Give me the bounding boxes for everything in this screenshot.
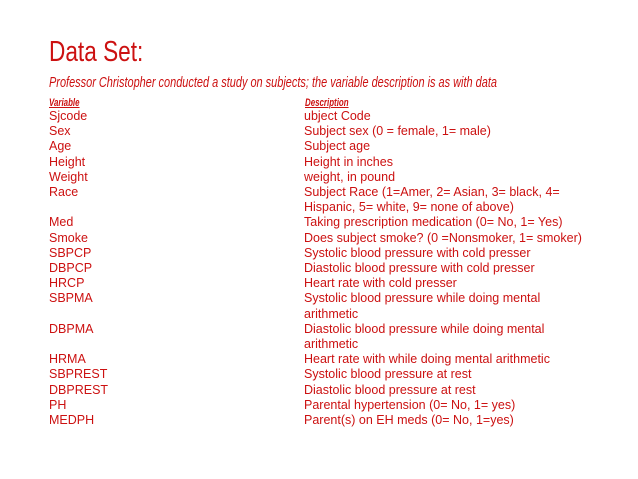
variable-name: PH [49, 397, 67, 412]
variable-description: Parent(s) on EH meds (0= No, 1=yes) [304, 413, 514, 427]
variable-description: Parental hypertension (0= No, 1= yes) [304, 397, 516, 412]
variable-description: Height in inches [304, 154, 393, 169]
variable-name: Smoke [49, 230, 88, 245]
variable-description: Does subject smoke? (0 =Nonsmoker, 1= smoker) [304, 230, 582, 245]
variable-description: weight, in pound [304, 169, 396, 184]
variable-description: Diastolic blood pressure at rest [304, 382, 476, 397]
column-header-variable: Variable [49, 97, 80, 109]
variable-name: HRCP [49, 276, 85, 291]
variable-description: Hispanic, 5= white, 9= none of above) [304, 200, 514, 215]
slide-title: Data Set: [49, 36, 144, 68]
variable-name: Sjcode [49, 109, 88, 123]
slide-subtitle: Professor Christopher conducted a study on subjects; the variable description is as with data [49, 74, 497, 91]
variable-name: SBPCP [49, 245, 92, 260]
variable-name: Height [49, 154, 86, 169]
variable-name: HRMA [49, 352, 86, 367]
variable-name: DBPREST [49, 382, 109, 397]
variable-name: Med [49, 215, 74, 230]
variable-name: SBPREST [49, 367, 108, 382]
variable-description: Heart rate with while doing mental arithmetic [304, 352, 550, 367]
variable-name: Race [49, 185, 79, 199]
variable-name: Age [49, 139, 72, 154]
variable-name: MEDPH [49, 413, 95, 427]
variable-description: Diastolic blood pressure while doing mental [304, 321, 545, 336]
variable-name: DBPCP [49, 261, 93, 275]
variable-description: Diastolic blood pressure with cold presser [304, 261, 535, 275]
variable-name: DBPMA [49, 321, 94, 336]
variable-description: Taking prescription medication (0= No, 1= Yes) [304, 215, 563, 230]
variable-description: arithmetic [304, 337, 359, 351]
variable-description: Subject Race (1=Amer, 2= Asian, 3= black, 4= [304, 185, 560, 199]
variable-description: Systolic blood pressure with cold presser [304, 245, 531, 260]
variable-description: arithmetic [304, 306, 359, 321]
variable-name: Sex [49, 124, 71, 139]
variable-description: Systolic blood pressure while doing mental [304, 291, 541, 306]
variable-name: Weight [49, 169, 88, 184]
variable-description: Heart rate with cold presser [304, 276, 457, 291]
variable-name: SBPMA [49, 291, 93, 306]
variable-description: Subject sex (0 = female, 1= male) [304, 124, 491, 139]
column-header-description: Description [305, 97, 349, 109]
variable-description: ubject Code [304, 109, 371, 123]
variable-description: Subject age [304, 139, 371, 154]
variable-description: Systolic blood pressure at rest [304, 367, 472, 382]
